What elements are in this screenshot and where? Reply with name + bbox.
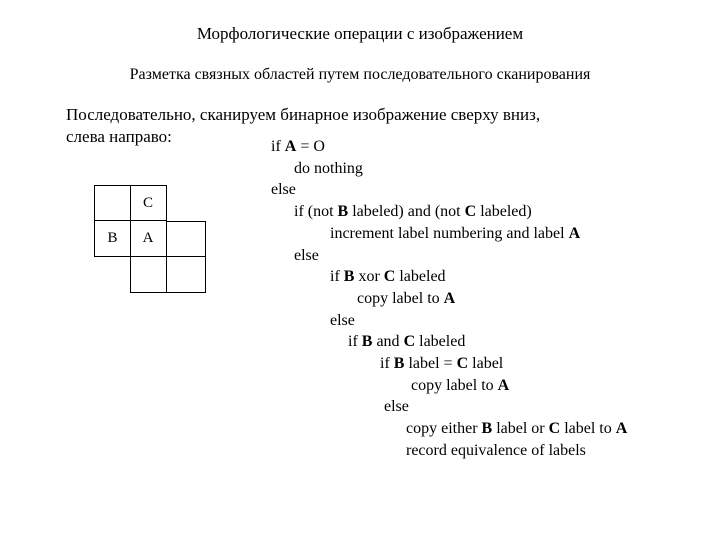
code-line-3: else [271, 181, 296, 198]
grid-label-c: C [142, 194, 153, 211]
grid-cell-c [130, 185, 167, 221]
code-line-8: copy label to A [357, 290, 456, 307]
grid-cell-below [130, 257, 167, 293]
code-line-2: do nothing [294, 160, 363, 177]
code-line-6: else [294, 247, 319, 264]
slide-subtitle: Разметка связных областей путем последовательного сканирования [129, 66, 591, 83]
grid-cell-a [130, 221, 167, 257]
code-line-15: record equivalence of labels [406, 442, 586, 459]
grid-label-a: A [142, 230, 154, 246]
code-line-14: copy either B label or C label to A [406, 420, 628, 437]
code-line-4: if (not B labeled) and (not C labeled) [294, 203, 532, 220]
intro-line-1: Последовательно, сканируем бинарное изображение сверху вниз, [66, 105, 541, 124]
grid-cell-below-right [166, 257, 206, 293]
grid-cell-empty [94, 185, 131, 221]
code-line-12: copy label to A [411, 377, 510, 394]
code-line-7: if B xor C labeled [330, 268, 446, 285]
intro-line-2: слева направо: [66, 127, 172, 146]
code-line-10: if B and C labeled [348, 333, 466, 350]
grid-cell-b [94, 221, 131, 257]
code-line-5: increment label numbering and label A [330, 225, 581, 242]
grid-label-b: B [107, 230, 118, 246]
slide-title: Морфологические операции с изображением [196, 24, 524, 43]
grid-cell-next [166, 221, 206, 257]
pixel-neighborhood-grid [94, 185, 206, 294]
code-line-1: if A = O [271, 138, 325, 155]
code-line-13: else [384, 398, 409, 415]
code-line-9: else [330, 312, 355, 329]
code-line-11: if B label = C label [380, 355, 504, 372]
